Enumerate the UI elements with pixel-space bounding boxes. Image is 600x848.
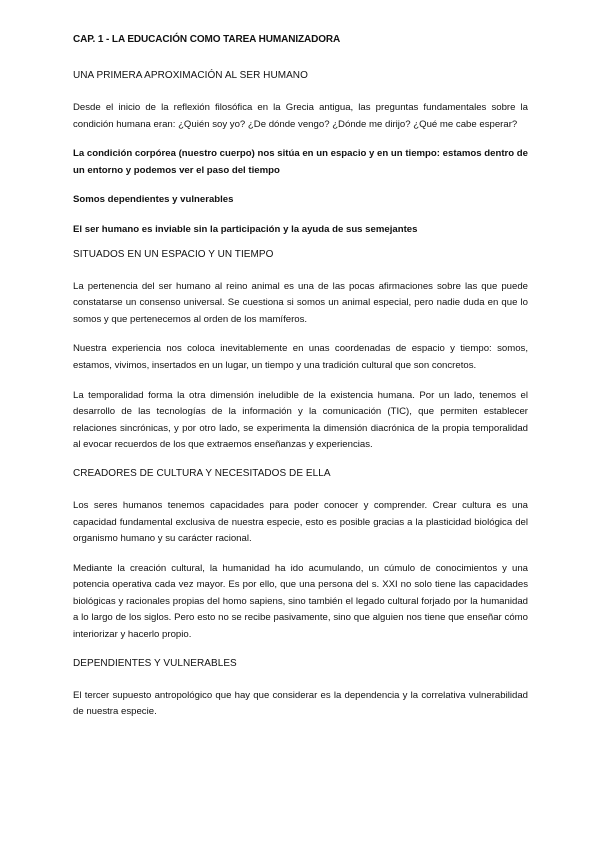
document-page (73, 33, 528, 734)
section-heading-espacio-tiempo: SITUADOS EN UN ESPACIO Y UN TIEMPO (73, 248, 274, 260)
section-heading-dependientes: DEPENDIENTES Y VULNERABLES (73, 657, 237, 669)
paragraph-capacidades: Los seres humanos tenemos capacidades para poder conocer y comprender. Crear cultura es una capacidad fundamental exclusiva de nuestra especie, esto es posible gracias a la plasticidad biológica del organismo humano y su carácter racional. (73, 499, 528, 545)
paragraph-creacion-cultural: Mediante la creación cultural, la humanidad ha ido acumulando, un cúmulo de conocimientos y una potencia operativa cada vez mayor. Es por ello, que una persona del s. XXI no solo tiene las capacidades biológicas y racionales propias del homo sapiens, sino también el legado cultural forjado por la humanidad a lo largo de los siglos. Pero esto no se recibe pasivamente, sino que alguien nos tiene que enseñar cómo interiorizar y hacerlo propio. (73, 562, 528, 641)
section-heading-primera-aproximacion: UNA PRIMERA APROXIMACIÓN AL SER HUMANO (73, 70, 308, 81)
bold-statement-condicion-corporea: La condición corpórea (nuestro cuerpo) nos sitúa en un espacio y en un tiempo: estamos dentro de un entorno y podemos ver el paso del tiempo (73, 148, 528, 176)
paragraph-preguntas-fundamentales: Desde el inicio de la reflexión filosófica en la Grecia antigua, las preguntas fundamentales sobre la condición humana eran: ¿Quién soy yo? ¿De dónde vengo? ¿Dónde me dirijo? ¿Qué me cabe esperar? (73, 102, 528, 130)
paragraph-coordenadas: Nuestra experiencia nos coloca inevitablemente en unas coordenadas de espacio y tiempo: somos, estamos, vivimos, insertados en un lugar, un tiempo y una tradición cultural que son concretos. (73, 343, 528, 371)
section-heading-cultura: CREADORES DE CULTURA Y NECESITADOS DE ELLA (73, 467, 331, 479)
chapter-title: CAP. 1 - LA EDUCACIÓN COMO TAREA HUMANIZADORA (73, 34, 341, 45)
bold-statement-inviable: El ser humano es inviable sin la participación y la ayuda de sus semejantes (73, 223, 418, 235)
bold-statement-dependientes: Somos dependientes y vulnerables (73, 194, 234, 206)
paragraph-tercer-supuesto: El tercer supuesto antropológico que hay que considerar es la dependencia y la correlativa vulnerabilidad de nuestra especie. (73, 689, 528, 718)
paragraph-reino-animal: La pertenencia del ser humano al reino animal es una de las pocas afirmaciones sobre las que puede constatarse un consenso universal. Se cuestiona si somos un animal especial, pero nadie duda en que lo somos y que pertenecemos al orden de los mamíferos. (73, 280, 528, 325)
paragraph-temporalidad: La temporalidad forma la otra dimensión ineludible de la existencia humana. Por un lado, tenemos el desarrollo de las tecnologías de la información y la comunicación (TIC), que permiten establecer relaciones sincrónicas, y por otro lado, se experimenta la dimensión diacrónica de la propia temporalidad al evocar recuerdos de los que extraemos enseñanzas y experiencias. (73, 389, 528, 451)
